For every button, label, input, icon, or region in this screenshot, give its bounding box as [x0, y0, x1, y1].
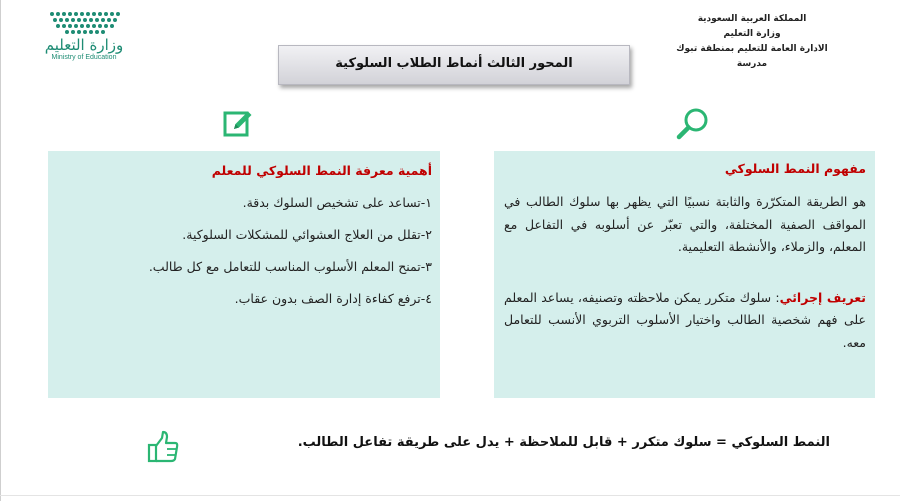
search-icon — [675, 106, 711, 142]
header-line: المملكة العربية السعودية — [697, 14, 807, 24]
left-edge-line — [0, 0, 1, 501]
thumbs-up-icon — [147, 430, 179, 464]
bottom-edge-line — [0, 495, 900, 496]
concept-panel — [494, 151, 875, 398]
page-title: المحور الثالث أنماط الطلاب السلوكية — [278, 45, 630, 85]
edit-icon — [222, 108, 254, 140]
concept-definition: هو الطريقة المتكرّرة والثابتة نسبيًا التي يظهر بها سلوك الطالب في المواقف الصفية المختلفة، والتي تعبّر عن أسلوبه في التفاعل مع المعلم، والزملاء، والأنشطة التعليمية. — [504, 194, 866, 254]
importance-title: أهمية معرفة النمط السلوكي للمعلم — [211, 163, 432, 178]
procedural-text: : سلوك متكرر يمكن ملاحظته وتصنيفه، يساعد المعلم على فهم شخصية الطالب واختيار الأسلوب التربوي الأنسب للتعامل معه. — [504, 289, 866, 350]
logo-arabic-text: وزارة التعليم — [44, 36, 124, 54]
ministry-logo — [38, 8, 130, 68]
header-institution — [652, 12, 852, 72]
procedural-term: تعريف إجرائي — [779, 289, 866, 305]
list-item: ٣-تمنح المعلم الأسلوب المناسب للتعامل مع كل طالب. — [148, 259, 432, 274]
list-item: ٤-ترفع كفاءة إدارة الصف بدون عقاب. — [234, 291, 432, 306]
summary-formula: النمط السلوكي = سلوك متكرر + قابل للملاحظة + يدل على طريقة تفاعل الطالب. — [297, 435, 830, 450]
header-line: مدرسة — [736, 59, 768, 69]
header-line: وزارة التعليم — [723, 29, 781, 39]
list-item: ١-تساعد على تشخيص السلوك بدقة. — [242, 195, 432, 210]
logo-dots-icon — [44, 8, 124, 36]
header-line: الادارة العامة للتعليم بمنطقة تبوك — [676, 44, 828, 54]
concept-title: مفهوم النمط السلوكي — [724, 161, 866, 176]
list-item: ٢-تقلل من العلاج العشوائي للمشكلات السلوكية. — [182, 227, 432, 242]
logo-english-text: Ministry of Education — [51, 54, 117, 61]
importance-panel — [48, 151, 440, 398]
procedural-definition — [504, 287, 866, 355]
